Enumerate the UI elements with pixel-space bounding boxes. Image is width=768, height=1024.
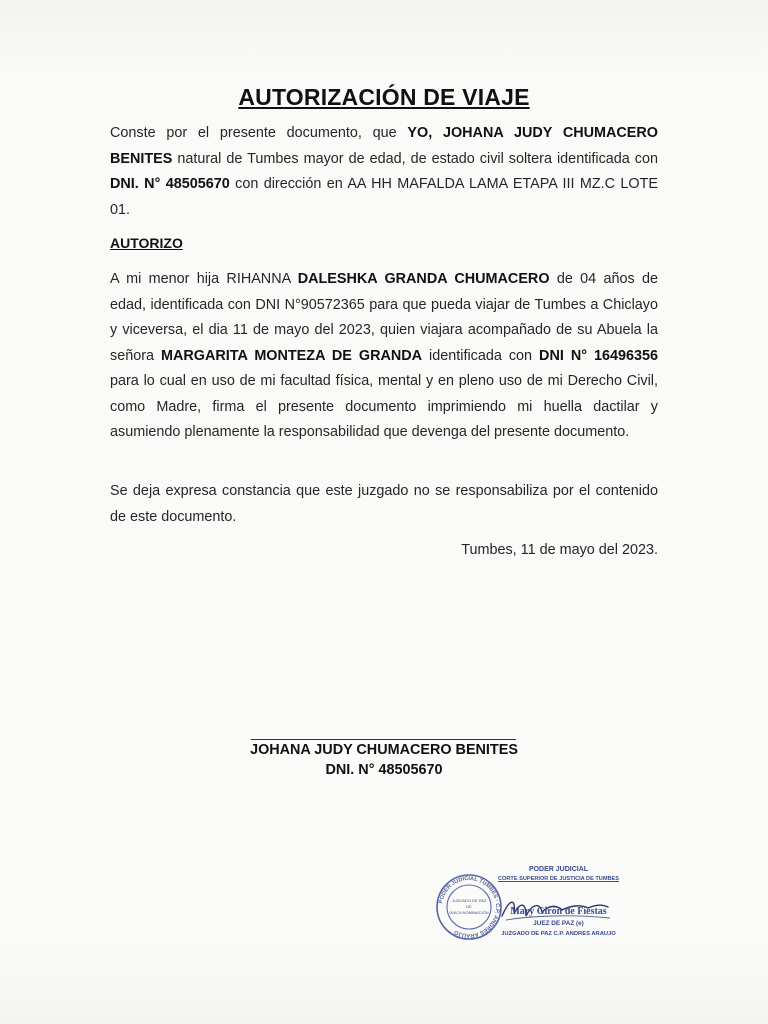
svg-text:DE: DE [466, 904, 472, 909]
stamp-court: CORTE SUPERIOR DE JUSTICIA DE TUMBES [497, 876, 619, 882]
minor-name: DALESHKA GRANDA CHUMACERO [297, 271, 550, 287]
body-text-1: A mi menor hija RIHANNA [110, 271, 298, 287]
stamp-institution: PODER JUDICIAL [528, 866, 589, 873]
body-text-3: identificada con [422, 347, 540, 364]
signatory-dni: DNI. N° 48505670 [325, 762, 443, 778]
stamp-court-location: JUZGADO DE PAZ C.P. ANDRES ARAUJO [501, 931, 616, 937]
autorizo-heading: AUTORIZO [110, 235, 183, 251]
intro-text-3: con dirección en AA HH MAFALDA LAMA ETAPA III MZ.C LOTE 01. [110, 176, 659, 218]
signature-line [251, 739, 516, 740]
declarant-dni: DNI. N° 48505670 [110, 176, 230, 192]
signatory-name: JOHANA JUDY CHUMACERO BENITES [250, 742, 518, 758]
intro-paragraph [110, 121, 658, 223]
svg-text:PODER JUDICIAL TUMBES · C.P. A: PODER JUDICIAL TUMBES · C.P. ANDRES ARAUJO [438, 875, 501, 939]
companion-dni: DNI N° 16496356 [539, 347, 658, 364]
svg-text:JUZGADO DE PAZ: JUZGADO DE PAZ [451, 898, 487, 903]
intro-text-1: Conste por el presente documento, que [110, 125, 408, 141]
document-title: AUTORIZACIÓN DE VIAJE [238, 84, 530, 110]
closing-paragraph: Se deja expresa constancia que este juzgado no se responsabiliza por el contenido de este documento. [110, 483, 658, 525]
companion-name: MARGARITA MONTEZA DE GRANDA [161, 347, 423, 364]
declarant-name: YO, JOHANA JUDY CHUMACERO BENITES [110, 125, 658, 167]
document-date: Tumbes, 11 de mayo del 2023. [461, 542, 658, 558]
stamp-judge-name: Mary Girón de Fiestas [510, 906, 607, 917]
intro-text-2: natural de Tumbes mayor de edad, de estado civil soltera identificada con [172, 150, 658, 167]
stamp-judge-title: JUEZ DE PAZ (e) [533, 920, 584, 927]
body-text-4: para lo cual en uso de mi facultad física, mental y en pleno uso de mi Derecho Civil, como Madre, firma el presente documento imprimiendo mi huella dactilar y asumiendo plenamente la responsabilidad que devenga del presente documento. [110, 373, 658, 440]
authorization-paragraph [110, 267, 658, 446]
body-text-2: de 04 años de edad, identificada con DNI N°90572365 para que pueda viajar de Tumbes a Chiclayo y viceversa, el dia 11 de mayo del 2023, quien viajara acompañado de su Abuela la señora [110, 271, 658, 364]
svg-text:ÚNICA NOMINACIÓN: ÚNICA NOMINACIÓN [449, 910, 489, 915]
